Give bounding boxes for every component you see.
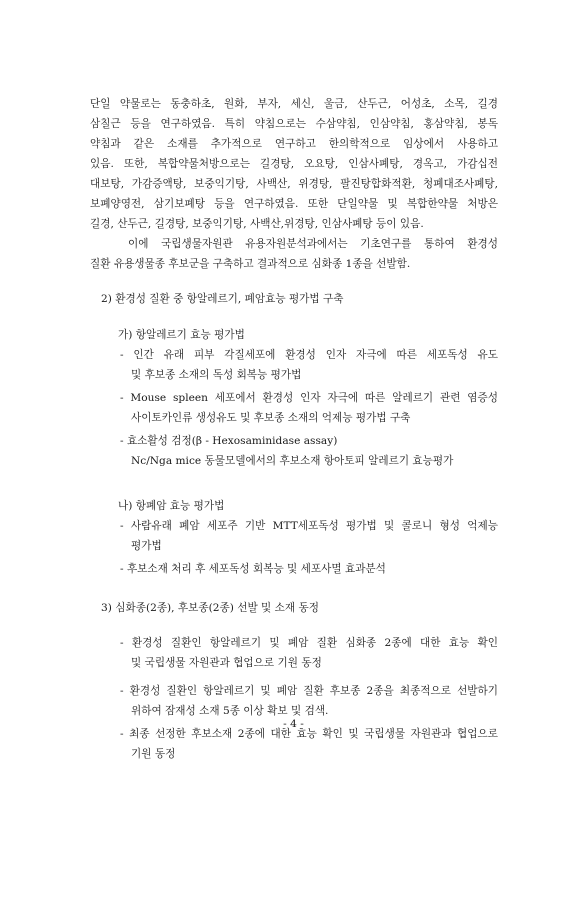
intro-line: 삼칠근 등을 연구하였음. 특히 약침으로는 수삼약침, 인삼약침, 홍삼약침, 봉독: [90, 118, 498, 130]
list-item-line: - Mouse spleen 세포에서 환경성 인자 자극에 따른 알레르기 관련 염증성: [120, 392, 498, 404]
paragraph-line: 이에 국립생물자원관 유용자원분석과에서는 기초연구를 통하여 환경성: [128, 238, 498, 250]
section-heading: 2) 환경성 질환 중 항알레르기, 폐암효능 평가법 구축: [101, 293, 344, 305]
list-item-line: 평가법: [131, 540, 162, 552]
intro-line: 대보탕, 가감증액탕, 보중익기탕, 사백산, 위경탕, 팔진탕합화적환, 청폐대조사폐탕,: [90, 178, 498, 190]
intro-line: 길경, 산두근, 길경탕, 보중익기탕, 사백산,위경탕, 인삼사폐탕 등이 있음.: [90, 218, 424, 230]
list-item-line: - 사람유래 폐암 세포주 기반 MTT세포독성 평가법 및 콜로니 형성 억제능: [120, 520, 498, 532]
subsection-heading: 나) 항폐암 효능 평가법: [118, 500, 225, 512]
list-item-line: 기원 동정: [131, 748, 176, 760]
document-page: [0, 67, 587, 897]
list-item-line: - 인간 유래 피부 각질세포에 환경성 인자 자극에 따른 세포독성 유도: [120, 349, 498, 361]
list-item-line: Nc/Nga mice 동물모델에서의 후보소재 항아토피 알레르기 효능평가: [131, 455, 454, 467]
page-number: - 4 -: [283, 718, 304, 730]
list-item-line: - 환경성 질환인 항알레르기 및 폐암 질환 심화종 2종에 대한 효능 확인: [120, 637, 498, 649]
subsection-heading: 가) 항알레르기 효능 평가법: [118, 329, 245, 341]
list-item-line: 사이토카인류 생성유도 및 후보종 소재의 억제능 평가법 구축: [131, 412, 411, 424]
list-item-line: - 효소활성 검정(β - Hexosaminidase assay): [120, 435, 338, 447]
intro-line: 있음. 또한, 복합약물처방으로는 길경탕, 오요탕, 인삼사폐탕, 경옥고, 가감십전: [90, 158, 498, 170]
list-item-line: - 최종 선정한 후보소재 2종에 대한 효능 확인 및 국립생물 자원관과 협업으로: [120, 728, 498, 740]
list-item-line: - 환경성 질환인 항알레르기 및 폐암 질환 후보종 2종을 최종적으로 선발하기: [120, 685, 498, 697]
paragraph-line: 질환 유용생물종 후보군을 구축하고 결과적으로 심화종 1종을 선발함.: [90, 258, 411, 270]
list-item-line: 위하여 잠재성 소재 5종 이상 확보 및 검색.: [131, 705, 329, 717]
list-item-line: 및 후보종 소재의 독성 회복능 평가법: [131, 369, 302, 381]
intro-line: 약침과 같은 소재를 추가적으로 연구하고 한의학적으로 임상에서 사용하고: [90, 138, 498, 150]
intro-line: 보폐양영전, 삼기보폐탕 등을 연구하였음. 또한 단일약물 및 복합한약물 처방은: [90, 198, 498, 210]
intro-line: 단일 약물로는 동충하초, 원화, 부자, 세신, 울금, 산두근, 어성초, 소목, 길경: [90, 98, 498, 110]
list-item-line: - 후보소재 처리 후 세포독성 회복능 및 세포사멸 효과분석: [120, 563, 386, 575]
section-heading: 3) 심화종(2종), 후보종(2종) 선발 및 소재 동정: [101, 602, 319, 614]
list-item-line: 및 국립생물 자원관과 협업으로 기원 동정: [131, 657, 322, 669]
